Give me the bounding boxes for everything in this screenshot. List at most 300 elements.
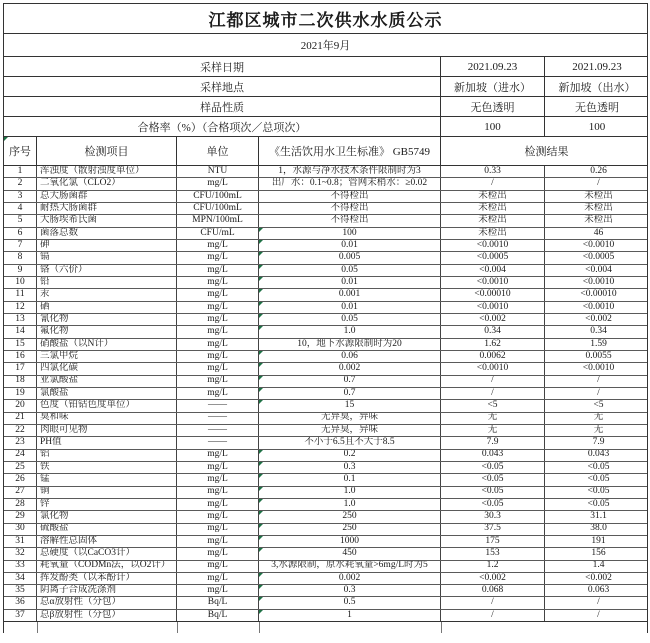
item-name-cell: [37, 289, 177, 300]
result-outlet-cell-text: 0.043: [587, 449, 610, 460]
item-name-cell: [37, 191, 177, 202]
standard-cell: [259, 585, 441, 596]
result-inlet-cell: [441, 511, 545, 522]
item-name-cell-text: 铝: [40, 449, 50, 460]
unit-cell-text: mg/L: [207, 363, 228, 374]
result-outlet-cell-text: /: [597, 609, 600, 620]
error-flag-icon: [259, 363, 263, 367]
item-name-cell-text: 氟化物: [40, 326, 69, 337]
unit-cell-text: mg/L: [207, 338, 228, 349]
result-inlet-cell-text: <0.05: [481, 474, 504, 485]
result-outlet-cell-text: 未检出: [584, 190, 613, 201]
result-outlet-cell: [545, 524, 650, 535]
item-name-cell: [37, 548, 177, 559]
result-inlet-cell-text: 7.9: [486, 437, 499, 448]
row-index-cell-text: 30: [15, 523, 25, 534]
unit-cell: [177, 376, 259, 387]
unit-cell: [177, 585, 259, 596]
item-name-cell: [37, 252, 177, 263]
info-value-outlet: 2021.09.23: [572, 60, 622, 73]
table-row: [4, 610, 647, 622]
standard-cell: [259, 228, 441, 239]
item-name-cell-text: 铬（六价）: [40, 264, 88, 275]
unit-cell: [177, 339, 259, 350]
unit-cell: [177, 413, 259, 424]
item-name-cell-text: 氯酸盐: [40, 387, 69, 398]
item-name-cell-text: 总硬度（以CaCO3计）: [40, 548, 136, 559]
unit-cell: [177, 240, 259, 251]
result-outlet-cell-text: <0.05: [587, 498, 610, 509]
result-inlet-cell: [441, 351, 545, 362]
result-outlet-cell: [545, 203, 650, 214]
standard-cell: [259, 610, 441, 621]
standard-cell: [259, 191, 441, 202]
row-index-cell-text: 21: [15, 412, 25, 423]
standard-cell-text: 0.3: [343, 461, 356, 472]
standard-cell: [259, 326, 441, 337]
item-name-cell: [37, 425, 177, 436]
table-row: [4, 388, 647, 400]
standard-cell: [259, 215, 441, 226]
row-index-cell-text: 14: [15, 326, 25, 337]
standard-cell-text: 1，水源与净水技术条件限制时为3: [278, 166, 421, 176]
row-index-cell-text: 37: [15, 609, 25, 620]
unit-cell-text: mg/L: [207, 486, 228, 497]
table-row: [4, 376, 647, 388]
row-index-cell-text: 36: [15, 597, 25, 608]
unit-cell: [177, 351, 259, 362]
table-row: [4, 228, 647, 240]
standard-cell: [259, 388, 441, 399]
standard-cell-text: 0.01: [341, 301, 358, 312]
result-outlet-cell-text: 31.1: [590, 511, 607, 522]
standard-cell: [259, 573, 441, 584]
result-inlet-cell: [441, 585, 545, 596]
row-index-cell-text: 11: [15, 289, 25, 300]
standard-cell-text: 不得检出: [330, 190, 369, 201]
result-inlet-cell: [441, 573, 545, 584]
result-inlet-cell-text: <0.004: [479, 264, 506, 275]
header-index-label: 序号: [9, 146, 31, 158]
table-row: [4, 302, 647, 314]
item-name-cell-text: 氯化物: [40, 511, 69, 522]
result-outlet-cell-text: 0.34: [590, 326, 607, 337]
result-outlet-cell: [545, 178, 650, 189]
result-outlet-cell: [545, 265, 650, 276]
result-outlet-cell: [545, 425, 650, 436]
standard-cell-text: 1.0: [343, 326, 356, 337]
standard-cell-text: 不得检出: [330, 202, 369, 213]
result-outlet-cell: [545, 400, 650, 411]
row-index-cell: [4, 252, 37, 263]
result-outlet-cell-text: <0.00010: [580, 289, 617, 300]
row-index-cell: [4, 561, 37, 572]
result-inlet-cell: [441, 450, 545, 461]
result-inlet-cell-text: /: [491, 375, 494, 386]
standard-cell-text: 0.002: [338, 572, 361, 583]
header-item-cell: [37, 137, 177, 165]
info-row: [4, 97, 647, 117]
item-name-cell-text: 总α放射性（分包）: [40, 597, 121, 608]
standard-cell: [259, 252, 441, 263]
standard-cell: [259, 425, 441, 436]
result-inlet-cell-text: <0.05: [481, 498, 504, 509]
result-inlet-cell: [441, 203, 545, 214]
standard-cell: [259, 536, 441, 547]
row-index-cell: [4, 573, 37, 584]
grid-line: [441, 622, 442, 633]
result-inlet-cell-text: 未检出: [478, 190, 507, 201]
item-name-cell-text: 锰: [40, 474, 50, 485]
standard-cell: [259, 437, 441, 448]
unit-cell-text: mg/L: [207, 239, 228, 250]
item-name-cell: [37, 302, 177, 313]
result-inlet-cell: [441, 363, 545, 374]
item-name-cell: [37, 166, 177, 177]
result-inlet-cell-text: <0.002: [479, 572, 506, 583]
error-flag-icon: [259, 265, 263, 269]
table-row: [4, 363, 647, 375]
header-unit-cell: [177, 137, 259, 165]
standard-cell-text: 1: [347, 609, 352, 620]
table-row: [4, 561, 647, 573]
result-outlet-cell-text: <0.05: [587, 474, 610, 485]
result-outlet-cell: [545, 536, 650, 547]
row-index-cell-text: 6: [17, 227, 23, 238]
unit-cell-text: CFU/mL: [200, 227, 235, 238]
table-row: [4, 573, 647, 585]
standard-cell-text: 0.06: [341, 350, 358, 361]
table-row: [4, 314, 647, 326]
result-outlet-cell-text: /: [597, 178, 600, 189]
result-outlet-cell-text: 1.4: [592, 560, 605, 571]
result-inlet-cell-text: 无: [487, 424, 498, 435]
result-outlet-cell-text: <0.0005: [582, 252, 615, 263]
result-outlet-cell: [545, 561, 650, 572]
unit-cell-text: NTU: [207, 166, 228, 176]
item-name-cell-text: 色度（铂钴色度单位）: [40, 400, 136, 411]
result-outlet-cell-text: <0.0010: [582, 239, 615, 250]
info-value-inlet: 2021.09.23: [441, 57, 545, 76]
info-row: [4, 77, 647, 97]
result-outlet-cell: [545, 339, 650, 350]
item-name-cell-text: 阴离子合成洗涤剂: [40, 585, 117, 596]
item-name-cell: [37, 215, 177, 226]
item-name-cell-text: 浑浊度（散射浊度单位）: [40, 166, 145, 176]
error-flag-icon: [259, 474, 263, 478]
result-inlet-cell-text: <0.0010: [476, 363, 509, 374]
item-name-cell: [37, 363, 177, 374]
result-inlet-cell-text: 175: [485, 535, 500, 546]
error-flag-icon: [259, 277, 263, 281]
table-row: [4, 585, 647, 597]
result-inlet-cell: [441, 400, 545, 411]
table-row: [4, 215, 647, 227]
table-row: [4, 597, 647, 609]
result-outlet-cell: [545, 548, 650, 559]
result-inlet-cell-text: <0.05: [481, 486, 504, 497]
item-name-cell-text: 臭和味: [40, 412, 69, 423]
unit-cell-text: mg/L: [207, 548, 228, 559]
row-index-cell: [4, 413, 37, 424]
standard-cell: [259, 474, 441, 485]
info-row: [4, 117, 647, 137]
result-inlet-cell: [441, 425, 545, 436]
standard-cell: [259, 400, 441, 411]
standard-cell: [259, 265, 441, 276]
unit-cell: [177, 610, 259, 621]
item-name-cell: [37, 487, 177, 498]
result-outlet-cell: [545, 314, 650, 325]
result-outlet-cell: [545, 511, 650, 522]
table-row: [4, 191, 647, 203]
standard-cell-text: 0.5: [343, 597, 356, 608]
unit-cell: [177, 437, 259, 448]
unit-cell: [177, 178, 259, 189]
item-name-cell-text: 二氧化氯（CLO2）: [40, 178, 121, 189]
result-inlet-cell-text: 37.5: [484, 523, 501, 534]
row-index-cell: [4, 191, 37, 202]
item-name-cell: [37, 610, 177, 621]
result-inlet-cell-text: <0.0005: [476, 252, 509, 263]
result-inlet-cell: [441, 610, 545, 621]
result-outlet-cell-text: <0.002: [585, 572, 612, 583]
row-index-cell-text: 3: [17, 190, 23, 201]
table-row: [4, 437, 647, 449]
info-row-label: 采样地点: [4, 77, 441, 96]
item-name-cell-text: 菌落总数: [40, 227, 79, 238]
row-index-cell-text: 2: [17, 178, 23, 189]
result-inlet-cell-text: 0.043: [481, 449, 504, 460]
info-row-label: 采样日期: [4, 57, 441, 76]
header-result-label: 检测结果: [524, 146, 569, 158]
standard-cell: [259, 462, 441, 473]
standard-cell: [259, 363, 441, 374]
standard-cell: [259, 339, 441, 350]
row-index-cell: [4, 400, 37, 411]
result-outlet-cell-text: <0.0010: [582, 363, 615, 374]
result-inlet-cell-text: <0.00010: [474, 289, 511, 300]
result-outlet-cell: [545, 376, 650, 387]
row-index-cell-text: 9: [17, 264, 23, 275]
result-outlet-cell-text: 未检出: [584, 215, 613, 226]
item-name-cell-text: 硫酸盐: [40, 523, 69, 534]
standard-cell-text: 0.3: [343, 585, 356, 596]
standard-cell-text: 不小于6.5且不大于8.5: [304, 437, 395, 448]
error-flag-icon: [259, 314, 263, 318]
result-inlet-cell: [441, 499, 545, 510]
row-index-cell-text: 27: [15, 486, 25, 497]
table-body: [4, 166, 647, 622]
unit-cell: [177, 499, 259, 510]
unit-cell: [177, 203, 259, 214]
standard-cell-text: 1000: [340, 535, 359, 546]
unit-cell-text: mg/L: [207, 498, 228, 509]
item-name-cell: [37, 351, 177, 362]
row-index-cell-text: 18: [15, 375, 25, 386]
standard-cell: [259, 561, 441, 572]
row-index-cell: [4, 376, 37, 387]
unit-cell-text: mg/L: [207, 289, 228, 300]
row-index-cell: [4, 548, 37, 559]
standard-cell-text: 450: [342, 548, 357, 559]
result-inlet-cell: [441, 178, 545, 189]
result-inlet-cell-text: <0.002: [479, 313, 506, 324]
table-row: [4, 487, 647, 499]
result-inlet-cell: [441, 462, 545, 473]
result-outlet-cell: [545, 413, 650, 424]
row-index-cell-text: 12: [15, 301, 25, 312]
unit-cell: [177, 573, 259, 584]
result-outlet-cell-text: 无: [593, 424, 604, 435]
result-outlet-cell: [545, 277, 650, 288]
result-inlet-cell: [441, 240, 545, 251]
table-row: [4, 178, 647, 190]
table-row: [4, 240, 647, 252]
row-index-cell-text: 8: [17, 252, 23, 263]
row-index-cell-text: 35: [15, 585, 25, 596]
row-index-cell-text: 34: [15, 572, 25, 583]
result-outlet-cell-text: 7.9: [592, 437, 605, 448]
standard-cell-text: 0.005: [338, 252, 361, 263]
item-name-cell: [37, 203, 177, 214]
table-row: [4, 524, 647, 536]
row-index-cell: [4, 203, 37, 214]
error-flag-icon: [259, 450, 263, 454]
table-row: [4, 166, 647, 178]
item-name-cell: [37, 499, 177, 510]
grid-line: [177, 622, 178, 633]
row-index-cell-text: 33: [15, 560, 25, 571]
result-outlet-cell: [545, 191, 650, 202]
item-name-cell: [37, 376, 177, 387]
unit-cell-text: mg/L: [207, 560, 228, 571]
unit-cell-text: mg/L: [207, 350, 228, 361]
standard-cell-text: 1.0: [343, 486, 356, 497]
unit-cell-text: ——: [208, 412, 227, 423]
result-inlet-cell: [441, 314, 545, 325]
standard-cell: [259, 413, 441, 424]
result-outlet-cell: [545, 585, 650, 596]
item-name-cell-text: 耗氧量（CODMn法，以O2计）: [40, 560, 171, 571]
unit-cell: [177, 487, 259, 498]
result-inlet-cell: [441, 302, 545, 313]
table-row: [4, 400, 647, 412]
unit-cell-text: mg/L: [207, 585, 228, 596]
item-name-cell-text: 耐热大肠菌群: [40, 202, 98, 213]
result-outlet-cell: [545, 240, 650, 251]
table-row: [4, 277, 647, 289]
row-index-cell: [4, 240, 37, 251]
unit-cell-text: mg/L: [207, 264, 228, 275]
item-name-cell: [37, 474, 177, 485]
item-name-cell: [37, 585, 177, 596]
unit-cell-text: ——: [208, 424, 227, 435]
standard-cell: [259, 524, 441, 535]
unit-cell-text: CFU/100mL: [193, 202, 242, 213]
table-row: [4, 425, 647, 437]
header-index-cell: [4, 137, 37, 165]
result-outlet-cell-text: <0.004: [585, 264, 612, 275]
result-inlet-cell: [441, 339, 545, 350]
row-index-cell-text: 1: [17, 166, 23, 176]
unit-cell: [177, 302, 259, 313]
item-name-cell: [37, 524, 177, 535]
unit-cell: [177, 597, 259, 608]
item-name-cell-text: 硒: [40, 301, 50, 312]
result-outlet-cell-text: <0.002: [585, 313, 612, 324]
unit-cell-text: ——: [208, 400, 227, 411]
result-inlet-cell: [441, 413, 545, 424]
result-inlet-cell-text: 未检出: [478, 227, 507, 238]
error-flag-icon: [259, 487, 263, 491]
error-flag-icon: [259, 536, 263, 540]
info-value-outlet: 无色透明: [575, 101, 619, 114]
row-index-cell: [4, 597, 37, 608]
unit-cell-text: mg/L: [207, 523, 228, 534]
unit-cell-text: mg/L: [207, 276, 228, 287]
result-inlet-cell: [441, 265, 545, 276]
standard-cell: [259, 511, 441, 522]
error-flag-icon: [259, 400, 263, 404]
standard-cell: [259, 240, 441, 251]
error-flag-icon: [259, 585, 263, 589]
item-name-cell-text: 锌: [40, 498, 50, 509]
row-index-cell-text: 20: [15, 400, 25, 411]
result-inlet-cell: [441, 536, 545, 547]
result-inlet-cell: [441, 289, 545, 300]
result-outlet-cell: [545, 326, 650, 337]
table-header-row: [4, 137, 647, 166]
table-row: [4, 265, 647, 277]
item-name-cell: [37, 228, 177, 239]
error-flag-icon: [259, 240, 263, 244]
unit-cell-text: mg/L: [207, 326, 228, 337]
item-name-cell: [37, 413, 177, 424]
item-name-cell-text: 亚氯酸盐: [40, 375, 79, 386]
result-inlet-cell: [441, 228, 545, 239]
standard-cell-text: 100: [342, 227, 357, 238]
result-outlet-cell: [545, 462, 650, 473]
info-value-outlet: 新加坡（出水）: [558, 81, 636, 94]
unit-cell: [177, 524, 259, 535]
error-flag-icon: [259, 511, 263, 515]
result-outlet-cell: [545, 474, 650, 485]
result-outlet-cell: [545, 252, 650, 263]
row-index-cell-text: 10: [15, 276, 25, 287]
row-index-cell-text: 25: [15, 461, 25, 472]
header-item-label: 检测项目: [84, 146, 129, 158]
table-row: [4, 413, 647, 425]
standard-cell-text: 0.1: [343, 474, 356, 485]
unit-cell: [177, 326, 259, 337]
result-inlet-cell-text: <0.0010: [476, 301, 509, 312]
row-index-cell: [4, 215, 37, 226]
report-month: 2021年9月: [4, 34, 647, 57]
result-inlet-cell-text: <0.0010: [476, 276, 509, 287]
row-index-cell: [4, 437, 37, 448]
result-outlet-cell: [545, 573, 650, 584]
result-inlet-cell-text: 30.3: [484, 511, 501, 522]
water-quality-sheet: [3, 3, 648, 633]
error-flag-icon: [259, 302, 263, 306]
table-row: [4, 536, 647, 548]
result-inlet-cell: [441, 376, 545, 387]
row-index-cell-text: 23: [15, 437, 25, 448]
row-index-cell: [4, 265, 37, 276]
error-flag-icon: [259, 597, 263, 601]
unit-cell-text: mg/L: [207, 572, 228, 583]
